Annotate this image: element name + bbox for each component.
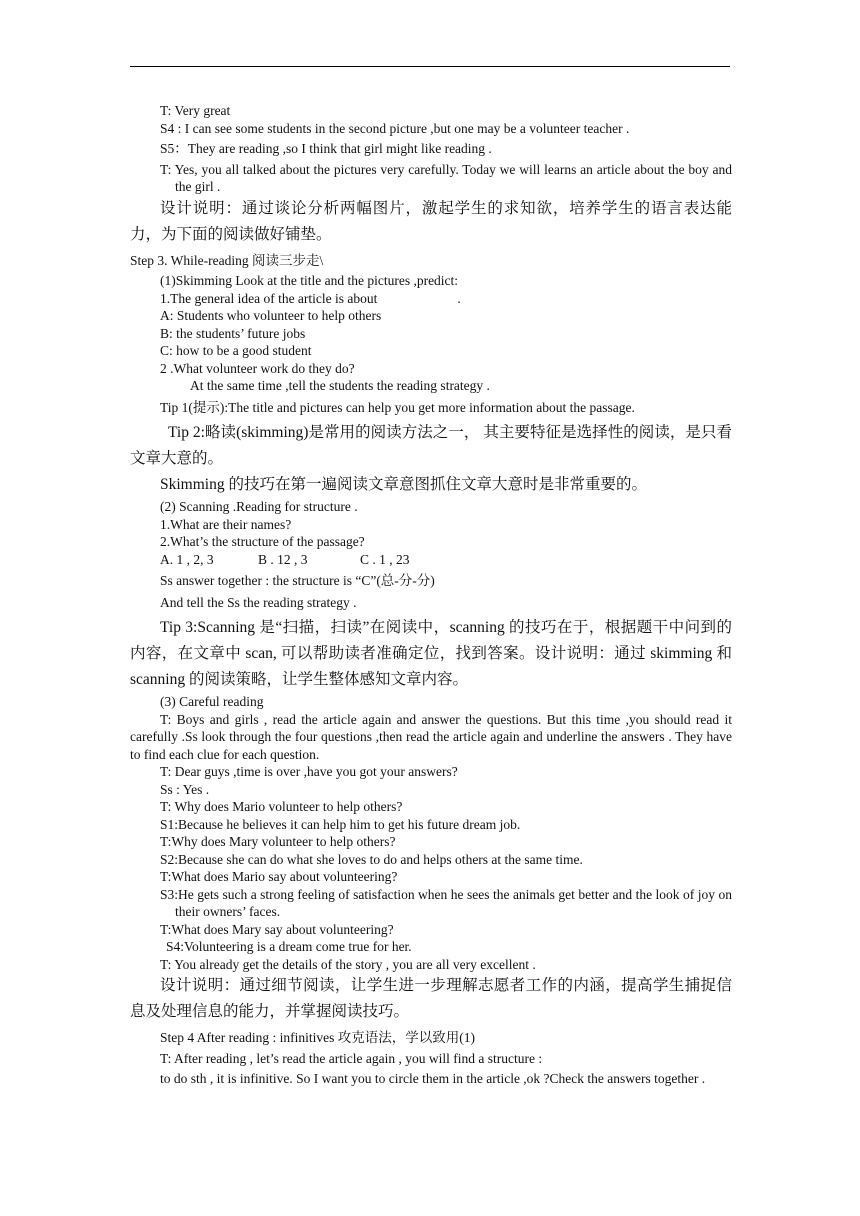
section-heading: (2) Scanning .Reading for structure .: [160, 499, 358, 514]
header-rule: [130, 66, 730, 67]
option-b: B . 12 , 3: [258, 551, 308, 567]
instruction-line: Skimming 的技巧在第一遍阅读文章意图抓住文章大意时是非常重要的。: [160, 476, 647, 493]
design-note: 设计说明：通过谈论分析两幅图片，激起学生的求知欲，培养学生的语言表达能力，为下面的阅读做好铺垫。: [130, 199, 732, 243]
teacher-line: T:What does Mary say about volunteering?: [160, 921, 394, 937]
option-line: C: how to be a good student: [160, 343, 312, 358]
question-line: 2.What’s the structure of the passage?: [160, 534, 365, 549]
teacher-line: T: Very great: [160, 103, 231, 118]
teacher-line: to do sth , it is infinitive. So I want you to circle them in the article ,ok ?Check the answers together .: [160, 1071, 706, 1086]
instruction-line: At the same time ,tell the students the reading strategy .: [190, 378, 490, 393]
answer-line: Ss answer together : the structure is “C”(总-分-分): [160, 573, 435, 588]
tip-line: Tip 1(提示):The title and pictures can help you get more information about the passage.: [160, 399, 635, 415]
step-heading: Step 4 After reading : infinitives 攻克语法，学以致用(1): [160, 1030, 475, 1045]
teacher-line: T: Yes, you all talked about the pictures very carefully. Today we will learns an article about the boy and the girl .: [160, 161, 732, 194]
question-line: [130, 290, 732, 308]
option-a: A. 1 , 2, 3: [160, 551, 214, 567]
student-line: Ss : Yes .: [160, 781, 210, 797]
student-line: S1:Because he believes it can help him to get his future dream job.: [160, 816, 521, 832]
design-note: 设计说明：通过细节阅读，让学生进一步理解志愿者工作的内涵，提高学生捕捉信息及处理信息的能力，并掌握阅读技巧。: [130, 977, 732, 1020]
option-line: [130, 551, 732, 569]
teacher-line: T: Boys and girls , read the article again and answer the questions. But this time ,you should read it carefully .Ss look through the four questions ,then read the article again and underline the answers . They have to find each clue for each question.: [130, 711, 732, 762]
student-line: S4 : I can see some students in the second picture ,but one may be a volunteer teacher .: [160, 120, 630, 136]
option-c: C . 1 , 23: [360, 551, 410, 567]
question-line: 1.What are their names?: [160, 516, 292, 532]
student-line: S4:Volunteering is a dream come true for her.: [166, 939, 412, 954]
tip-line: Tip 3:Scanning 是“扫描，扫读”在阅读中，scanning 的技巧在于，根据题干中问到的内容，在文章中 scan, 可以帮助读者准确定位，找到答案。设计说明：通过 skimming 和 scanning 的阅读策略，让学生整体感知文章内容。: [130, 619, 732, 688]
question-end: .: [457, 290, 461, 306]
teacher-line: T: Dear guys ,time is over ,have you got your answers?: [160, 764, 458, 779]
section-heading: (1)Skimming Look at the title and the pictures ,predict:: [160, 273, 459, 288]
document-body: [130, 102, 732, 1088]
step-heading: Step 3. While-reading 阅读三步走\: [130, 252, 324, 268]
question-line: 2 .What volunteer work do they do?: [160, 360, 355, 376]
section-heading: (3) Careful reading: [160, 694, 264, 709]
tip-line: Tip 2:略读(skimming)是常用的阅读方法之一， 其主要特征是选择性的阅读，是只看文章大意的。: [130, 424, 732, 467]
teacher-line: T: Why does Mario volunteer to help others?: [160, 799, 403, 814]
option-line: A: Students who volunteer to help others: [160, 308, 382, 323]
teacher-line: T:What does Mario say about volunteering?: [160, 869, 398, 884]
option-line: B: the students’ future jobs: [160, 325, 306, 341]
teacher-line: T: After reading , let’s read the article again , you will find a structure :: [160, 1050, 543, 1066]
question-text: 1.The general idea of the article is about: [160, 290, 378, 306]
student-line: S5：They are reading ,so I think that girl might like reading .: [160, 141, 492, 156]
student-line: S2:Because she can do what she loves to do and helps others at the same time.: [160, 851, 583, 867]
teacher-line: T:Why does Mary volunteer to help others?: [160, 834, 396, 849]
student-line: S3:He gets such a strong feeling of satisfaction when he sees the animals get better and the look of joy on their owners’ faces.: [160, 886, 732, 919]
instruction-line: And tell the Ss the reading strategy .: [160, 594, 357, 610]
teacher-line: T: You already get the details of the story , you are all very excellent .: [160, 956, 536, 972]
